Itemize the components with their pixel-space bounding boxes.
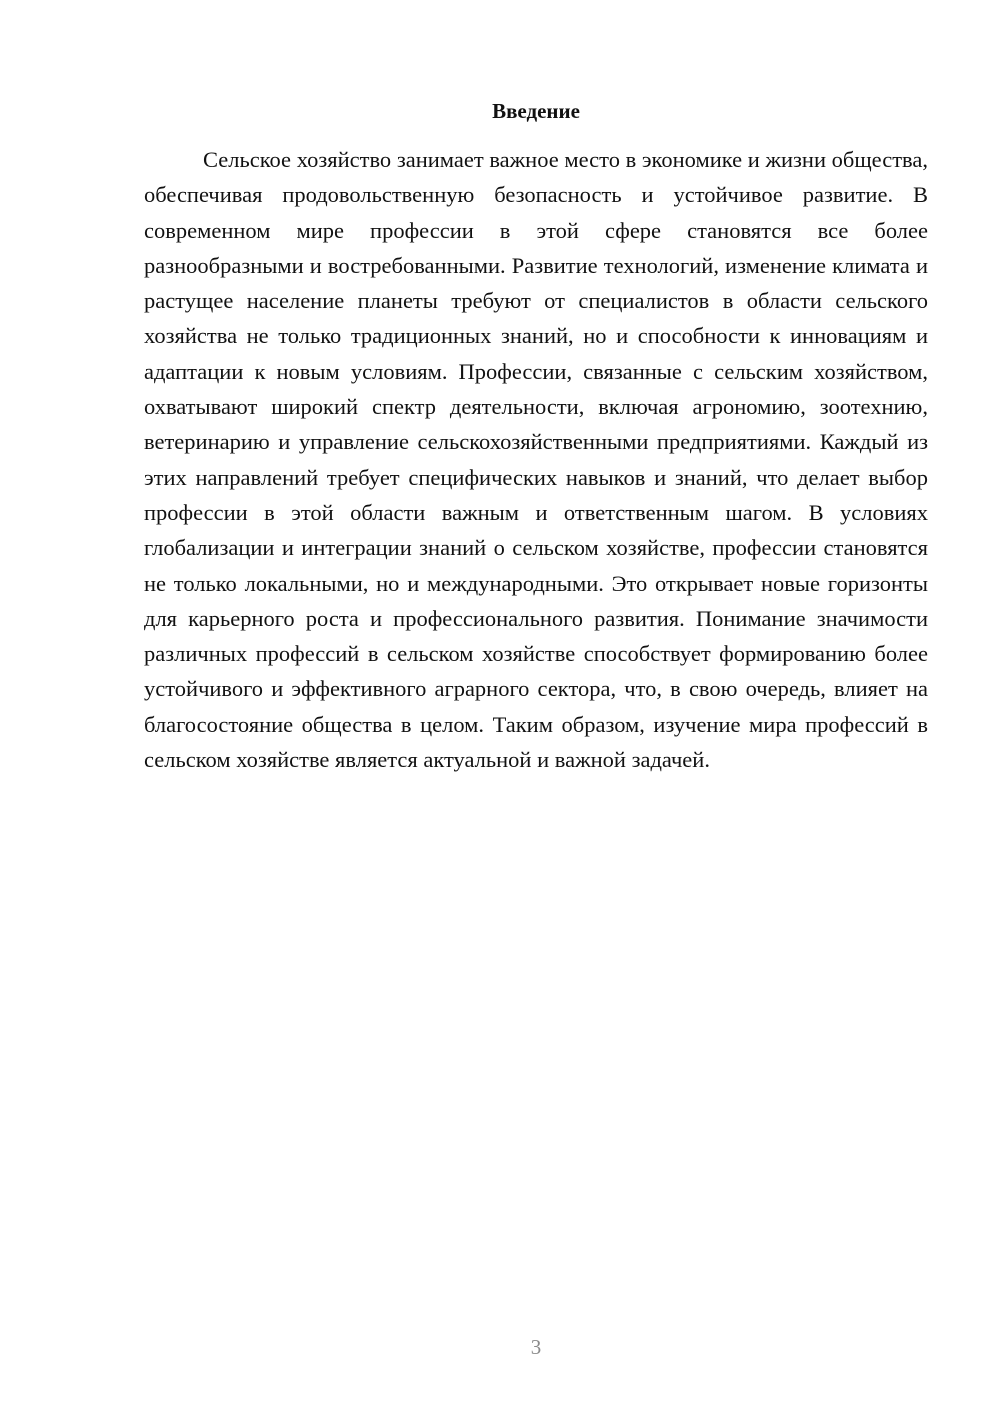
intro-paragraph: Сельское хозяйство занимает важное место в экономике и жизни общества, обеспечивая продовольственную безопасность и устойчивое развитие. В современном мире профессии в этой сфере становятся все более разнообразными и востребованными. Развитие технологий, изменение климата и растущее население планеты требуют от специалистов в области сельского хозяйства не только традиционных знаний, но и способности к инновациям и адаптации к новым условиям. Профессии, связанные с сельским хозяйством, охватывают широкий спектр деятельности, включая агрономию, зоотехнию, ветеринарию и управление сельскохозяйственными предприятиями. Каждый из этих направлений требует специфических навыков и знаний, что делает выбор профессии в этой области важным и ответственным шагом. В условиях глобализации и интеграции знаний о сельском хозяйстве, профессии становятся не только локальными, но и международными. Это открывает новые горизонты для карьерного роста и профессионального развития. Понимание значимости различных профессий в сельском хозяйстве способствует формированию более устойчивого и эффективного аграрного сектора, что, в свою очередь, влияет на благосостояние общества в целом. Таким образом, изучение мира профессий в сельском хозяйстве является актуальной и важной задачей. xyxy=(144,147,928,773)
section-heading: Введение xyxy=(492,99,580,123)
page-number: 3 xyxy=(530,1335,542,1359)
